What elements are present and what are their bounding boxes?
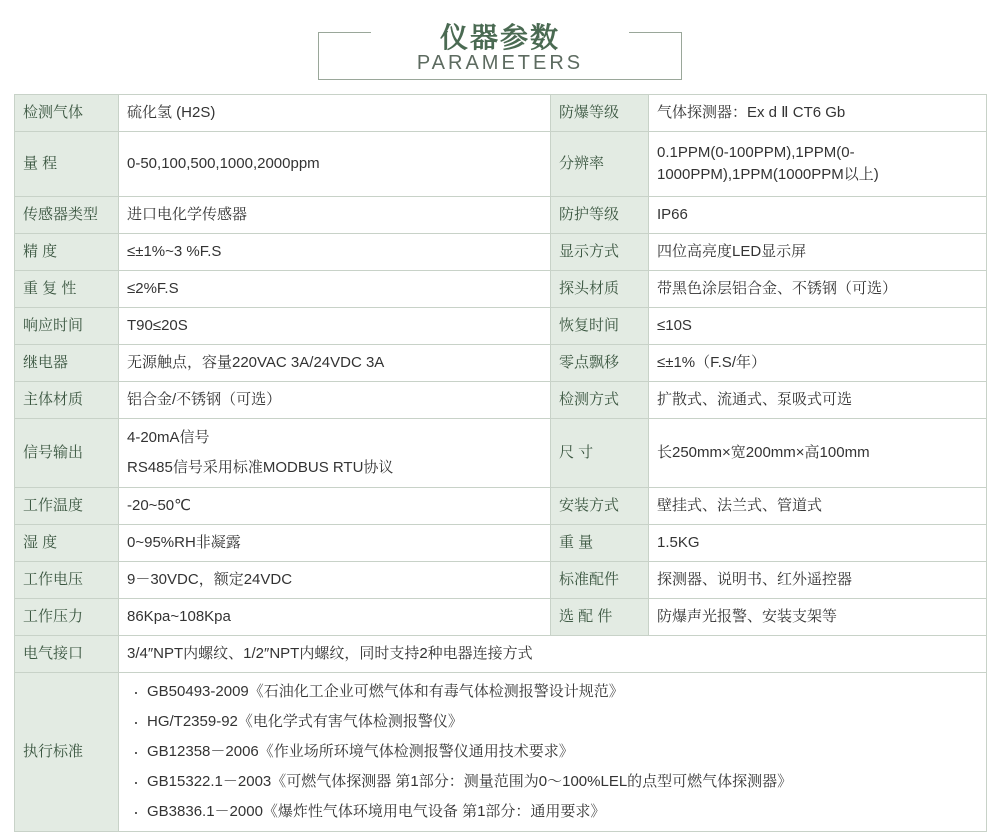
electrical-interface-label: 电气接口: [15, 636, 119, 673]
list-item: · GB12358－2006《作业场所环境气体检测报警仪通用技术要求》: [127, 737, 978, 767]
row-label-left: 精 度: [15, 234, 119, 271]
row-label-right: 探头材质: [551, 271, 649, 308]
row-value-right: 壁挂式、法兰式、管道式: [649, 488, 987, 525]
signal-output-label: 信号输出: [15, 419, 119, 488]
signal-output-line: RS485信号采用标准MODBUS RTU协议: [127, 459, 394, 476]
row-label-right: 安装方式: [551, 488, 649, 525]
standards-value: [119, 673, 987, 832]
row-value-right: 带黑色涂层铝合金、不锈钢（可选）: [649, 271, 987, 308]
row-label-right: 防爆等级: [551, 95, 649, 132]
table-row: [15, 382, 987, 419]
page-header: [0, 0, 1000, 88]
table-row: [15, 95, 987, 132]
row-value-right: 1.5KG: [649, 525, 987, 562]
row-value-left: -20~50℃: [119, 488, 551, 525]
table-row-standards: [15, 673, 987, 832]
row-label-left: 检测气体: [15, 95, 119, 132]
table-row: [15, 271, 987, 308]
table-row: [15, 234, 987, 271]
list-item: · GB15322.1－2003《可燃气体探测器 第1部分：测量范围为0～100%LEL的点型可燃气体探测器》: [127, 767, 978, 797]
table-row: [15, 599, 987, 636]
row-label-right: 重 量: [551, 525, 649, 562]
signal-output-value: [119, 419, 551, 488]
table-row-signal-output: [15, 419, 987, 488]
electrical-interface-value: 3/4″NPT内螺纹、1/2″NPT内螺纹，同时支持2种电器连接方式: [119, 636, 987, 673]
row-label-left: 工作电压: [15, 562, 119, 599]
table-row: [15, 488, 987, 525]
row-value-left: ≤2%F.S: [119, 271, 551, 308]
table-row: [15, 308, 987, 345]
row-value-right: 0.1PPM(0-100PPM),1PPM(0-1000PPM),1PPM(1000PPM以上): [649, 132, 987, 197]
table-row-electrical-interface: [15, 636, 987, 673]
row-label-left: 量 程: [15, 132, 119, 197]
row-value-right: 四位高亮度LED显示屏: [649, 234, 987, 271]
list-item: · GB3836.1－2000《爆炸性气体环境用电气设备 第1部分：通用要求》: [127, 797, 978, 827]
row-label-right: 检测方式: [551, 382, 649, 419]
row-label-left: 主体材质: [15, 382, 119, 419]
row-label-right: 防护等级: [551, 197, 649, 234]
row-label-left: 继电器: [15, 345, 119, 382]
row-value-right: ≤10S: [649, 308, 987, 345]
row-label-left: 重 复 性: [15, 271, 119, 308]
signal-output-line: 4-20mA信号: [127, 429, 210, 446]
size-value: 长250mm×宽200mm×高100mm: [649, 419, 987, 488]
standards-list: [127, 677, 978, 827]
table-row: [15, 345, 987, 382]
list-item: · GB50493-2009《石油化工企业可燃气体和有毒气体检测报警设计规范》: [127, 677, 978, 707]
table-row: [15, 197, 987, 234]
row-label-right: 零点飘移: [551, 345, 649, 382]
row-value-left: 86Kpa~108Kpa: [119, 599, 551, 636]
row-label-right: 选 配 件: [551, 599, 649, 636]
row-value-right: 防爆声光报警、安装支架等: [649, 599, 987, 636]
row-label-right: 标准配件: [551, 562, 649, 599]
row-value-left: 0~95%RH非凝露: [119, 525, 551, 562]
table-row: [15, 525, 987, 562]
row-value-right: 气体探测器：Ex d Ⅱ CT6 Gb: [649, 95, 987, 132]
row-value-right: ≤±1%（F.S/年）: [649, 345, 987, 382]
list-item: · HG/T2359-92《电化学式有害气体检测报警仪》: [127, 707, 978, 737]
size-label: 尺 寸: [551, 419, 649, 488]
row-value-left: 0-50,100,500,1000,2000ppm: [119, 132, 551, 197]
row-label-right: 恢复时间: [551, 308, 649, 345]
row-value-left: ≤±1%~3 %F.S: [119, 234, 551, 271]
row-value-right: IP66: [649, 197, 987, 234]
row-label-right: 显示方式: [551, 234, 649, 271]
row-value-left: T90≤20S: [119, 308, 551, 345]
row-value-left: 9－30VDC，额定24VDC: [119, 562, 551, 599]
table-row: [15, 132, 987, 197]
row-label-right: 分辨率: [551, 132, 649, 197]
standards-label: 执行标准: [15, 673, 119, 832]
row-value-left: 铝合金/不锈钢（可选）: [119, 382, 551, 419]
row-label-left: 工作压力: [15, 599, 119, 636]
row-label-left: 湿 度: [15, 525, 119, 562]
page-subtitle: PARAMETERS: [416, 52, 584, 74]
row-label-left: 响应时间: [15, 308, 119, 345]
row-value-left: 进口电化学传感器: [119, 197, 551, 234]
row-label-left: 工作温度: [15, 488, 119, 525]
specification-table: [14, 94, 987, 832]
page-title: 仪器参数: [439, 22, 560, 53]
row-label-left: 传感器类型: [15, 197, 119, 234]
row-value-right: 扩散式、流通式、泵吸式可选: [649, 382, 987, 419]
row-value-left: 硫化氢 (H2S): [119, 95, 551, 132]
table-row: [15, 562, 987, 599]
row-value-left: 无源触点，容量220VAC 3A/24VDC 3A: [119, 345, 551, 382]
row-value-right: 探测器、说明书、红外遥控器: [649, 562, 987, 599]
specification-table-wrapper: [14, 94, 986, 832]
